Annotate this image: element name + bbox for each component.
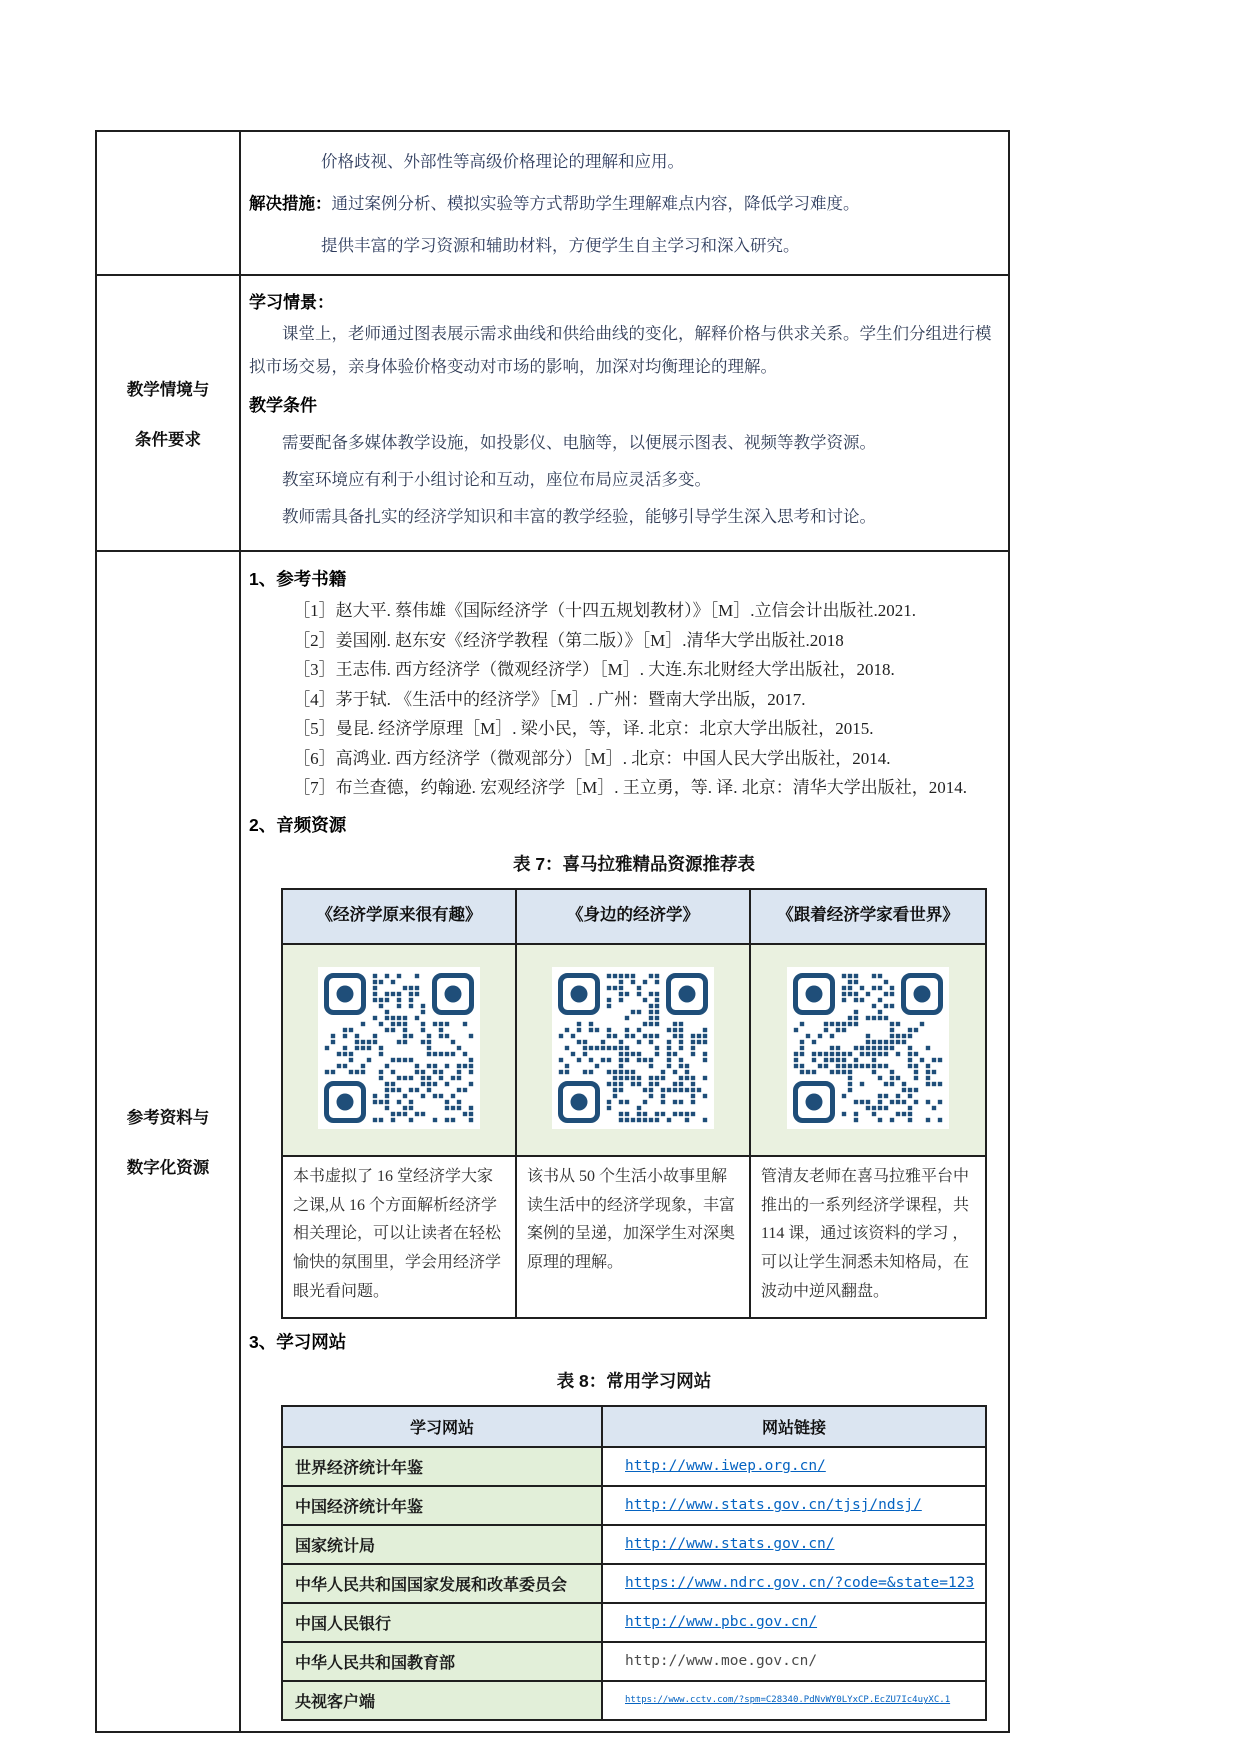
row-solutions (97, 132, 1008, 276)
row-solutions-content (241, 132, 1008, 274)
table7-caption: 表 7：喜马拉雅精品资源推荐表 (512, 853, 756, 874)
audio-heading: 2、音频资源 (249, 814, 347, 835)
qr-code-jingjixue-yuanlai-henyouqu-icon (318, 967, 480, 1129)
qr-code-genzhe-jingjixuejia-kan-shijie-icon (787, 967, 949, 1129)
books-heading: 1、参考书籍 (249, 569, 347, 589)
book-reference: ［7］布兰查德，约翰逊. 宏观经济学［M］. 王立勇，等. 译. 北京：清华大学出版社，2014. (293, 778, 968, 798)
book-reference: ［3］王志伟. 西方经济学（微观经济学）［M］. 大连.东北财经大学出版社，2018. (293, 660, 895, 680)
study-websites-table (281, 1405, 987, 1721)
solution-line (249, 190, 996, 214)
resource-description: 本书虚拟了 16 堂经济学大家之课,从 16 个方面解析经济学相关理论，可以让读者在轻松愉快的氛围里，学会用经济学眼光看问题。 (283, 1157, 517, 1317)
table8-caption: 表 8：常用学习网站 (556, 1370, 712, 1391)
site-link[interactable]: http://www.iwep.org.cn/ (625, 1458, 826, 1475)
table7-column-header: 《身边的经济学》 (517, 890, 751, 945)
book-reference-list (249, 597, 996, 802)
site-name: 央视客户端 (283, 1682, 603, 1719)
qr-cell (283, 945, 517, 1157)
site-name: 国家统计局 (283, 1526, 603, 1565)
table7-column-header: 《跟着经济学家看世界》 (751, 890, 985, 945)
qr-code-shenbian-de-jingjixue-icon (552, 967, 714, 1129)
site-link[interactable]: http://www.moe.gov.cn/ (625, 1653, 818, 1670)
site-link[interactable]: http://www.pbc.gov.cn/ (625, 1614, 818, 1631)
teaching-conditions-label (97, 276, 241, 550)
site-link[interactable]: https://www.cctv.com/?spm=C28340.PdNvWY0LYxCP.EcZU7Ic4uyXC.1 (625, 1695, 951, 1706)
book-reference: ［5］曼昆. 经济学原理［M］. 梁小民，等，译. 北京：北京大学出版社，2015. (293, 719, 874, 739)
condition-item: 教室环境应有利于小组讨论和互动，座位布局应灵活多变。 (282, 470, 711, 489)
site-link[interactable]: http://www.stats.gov.cn/tjsj/ndsj/ (625, 1497, 922, 1514)
site-link[interactable]: http://www.stats.gov.cn/ (625, 1536, 835, 1553)
site-link-cell (603, 1448, 985, 1487)
site-name: 中华人民共和国教育部 (283, 1643, 603, 1682)
resource-description: 管清友老师在喜马拉雅平台中推出的一系列经济学课程，共 114 课，通过该资料的学习 ，可以让学生洞悉未知格局，在波动中逆风翻盘。 (751, 1157, 985, 1317)
row-solutions-label-cell (97, 132, 241, 274)
label-line-2: 条件要求 (135, 431, 201, 449)
table7-column-header: 《经济学原来很有趣》 (283, 890, 517, 945)
row-teaching-conditions (97, 276, 1008, 552)
book-reference: ［6］高鸿业. 西方经济学（微观部分）［M］. 北京：中国人民大学出版社，2014. (293, 748, 891, 768)
qr-cell (517, 945, 751, 1157)
site-name: 中国人民银行 (283, 1604, 603, 1643)
condition-heading: 教学条件 (249, 396, 317, 415)
site-link-cell (603, 1643, 985, 1682)
site-link[interactable]: https://www.ndrc.gov.cn/?code=&state=123 (625, 1575, 975, 1592)
scene-heading: 学习情景： (249, 293, 334, 312)
reference-resources-label (97, 552, 241, 1731)
site-link-cell (603, 1565, 985, 1604)
solution-text-2: 提供丰富的学习资源和辅助材料，方便学生自主学习和深入研究。 (321, 236, 800, 255)
book-reference: ［4］茅于轼. 《生活中的经济学》［M］. 广州：暨南大学出版，2017. (293, 689, 806, 709)
main-document-table (95, 130, 1010, 1733)
table8-header-link: 网站链接 (603, 1407, 985, 1448)
site-name: 中国经济统计年鉴 (283, 1487, 603, 1526)
book-reference: ［1］赵大平. 蔡伟雄《国际经济学（十四五规划教材）》［M］.立信会计出版社.2021. (293, 601, 917, 620)
condition-item: 教师需具备扎实的经济学知识和丰富的教学经验，能够引导学生深入思考和讨论。 (282, 507, 876, 526)
teaching-conditions-content (241, 276, 1008, 550)
reference-resources-content (241, 552, 1008, 1731)
site-link-cell (603, 1526, 985, 1565)
websites-heading: 3、学习网站 (249, 1331, 347, 1352)
table7-block (281, 851, 987, 1319)
solution-text: 通过案例分析、模拟实验等方式帮助学生理解难点内容，降低学习难度。 (331, 194, 860, 213)
row-reference-resources (97, 552, 1008, 1731)
qr-cell (751, 945, 985, 1157)
ximalaya-resources-table (281, 888, 987, 1319)
label-line-1: 教学情境与 (126, 381, 210, 399)
site-name: 中华人民共和国国家发展和改革委员会 (283, 1565, 603, 1604)
label-line-1: 参考资料与 (126, 1109, 210, 1128)
site-link-cell (603, 1487, 985, 1526)
site-name: 世界经济统计年鉴 (283, 1448, 603, 1487)
site-link-cell (603, 1682, 985, 1719)
site-link-cell (603, 1604, 985, 1643)
condition-item: 需要配备多媒体教学设施，如投影仪、电脑等，以便展示图表、视频等教学资源。 (282, 433, 876, 452)
label-line-2: 数字化资源 (126, 1159, 210, 1178)
carryover-text: 价格歧视、外部性等高级价格理论的理解和应用。 (321, 152, 684, 171)
scene-paragraph: 课堂上，老师通过图表展示需求曲线和供给曲线的变化，解释价格与供求关系。学生们分组进行模拟市场交易，亲身体验价格变动对市场的影响，加深对均衡理论的理解。 (249, 324, 992, 376)
table8-header-site: 学习网站 (283, 1407, 603, 1448)
table8-block (281, 1368, 987, 1721)
solution-label: 解决措施： (249, 195, 332, 213)
book-reference: ［2］姜国刚. 赵东安《经济学教程（第二版）》［M］.清华大学出版社.2018 (293, 630, 844, 650)
resource-description: 该书从 50 个生活小故事里解读生活中的经济学现象，丰富案例的呈递，加深学生对深奥原理的理解。 (517, 1157, 751, 1317)
